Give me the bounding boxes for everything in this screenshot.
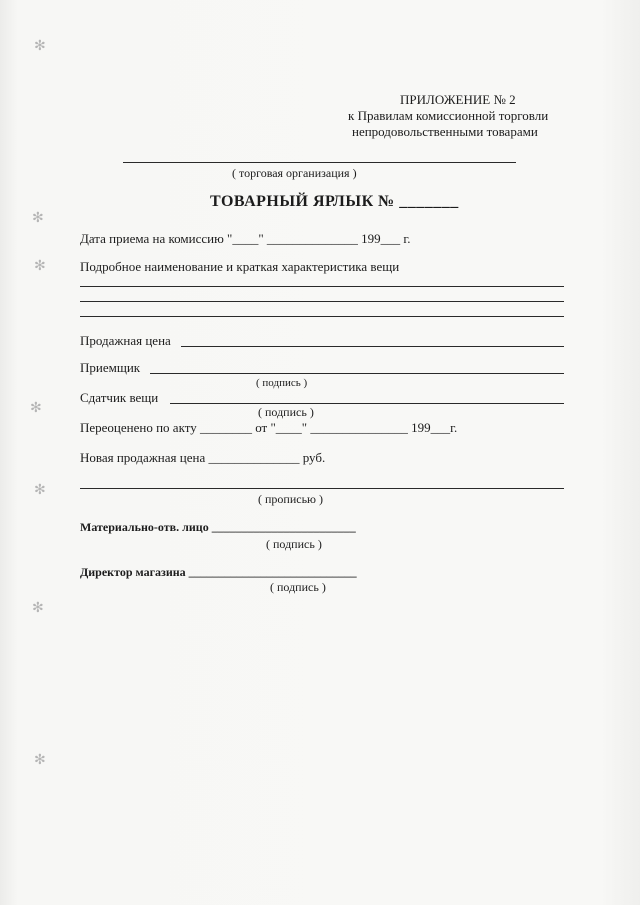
words-line bbox=[80, 488, 564, 489]
receiver-line bbox=[150, 373, 564, 374]
sale-price-line bbox=[181, 346, 564, 347]
description-line bbox=[80, 286, 564, 287]
scan-artifact: ✻ bbox=[32, 211, 44, 226]
receiver-caption: ( подпись ) bbox=[256, 377, 308, 389]
rules-line-2: непродовольственными товарами bbox=[352, 124, 538, 139]
scan-artifact: ✻ bbox=[32, 601, 44, 616]
consignor-label: Сдатчик вещи bbox=[80, 390, 159, 405]
words-caption: ( прописью ) bbox=[258, 492, 324, 506]
description-line bbox=[80, 316, 564, 317]
scan-artifact: ✻ bbox=[34, 753, 46, 768]
consignor-line bbox=[170, 403, 564, 404]
scan-artifact: ✻ bbox=[34, 483, 46, 498]
scan-artifact: ✻ bbox=[30, 401, 42, 416]
responsible-field: Материально-отв. лицо ________________________ bbox=[80, 520, 356, 534]
description-line bbox=[80, 301, 564, 302]
responsible-caption: ( подпись ) bbox=[266, 537, 322, 551]
date-field: Дата приема на комиссию "____" ______________ 199___ г. bbox=[80, 231, 411, 246]
revalued-field: Переоценено по акту ________ от "____" _______________ 199___г. bbox=[80, 420, 458, 435]
director-field: Директор магазина ____________________________ bbox=[80, 565, 357, 579]
consignor-caption: ( подпись ) bbox=[258, 405, 314, 419]
receiver-label: Приемщик bbox=[80, 360, 141, 375]
rules-line-1: к Правилам комиссионной торговли bbox=[348, 108, 549, 123]
scan-artifact: ✻ bbox=[34, 259, 46, 274]
sale-price-label: Продажная цена bbox=[80, 333, 171, 348]
description-label: Подробное наименование и краткая характеристика вещи bbox=[80, 259, 400, 274]
new-price-field: Новая продажная цена ______________ руб. bbox=[80, 450, 326, 465]
org-caption: ( торговая организация ) bbox=[232, 166, 357, 180]
director-caption: ( подпись ) bbox=[270, 580, 326, 594]
scan-artifact: ✻ bbox=[34, 39, 46, 54]
org-line bbox=[123, 162, 516, 163]
appendix-number: ПРИЛОЖЕНИЕ № 2 bbox=[400, 92, 516, 107]
form-title: ТОВАРНЫЙ ЯРЛЫК № _______ bbox=[210, 193, 459, 210]
